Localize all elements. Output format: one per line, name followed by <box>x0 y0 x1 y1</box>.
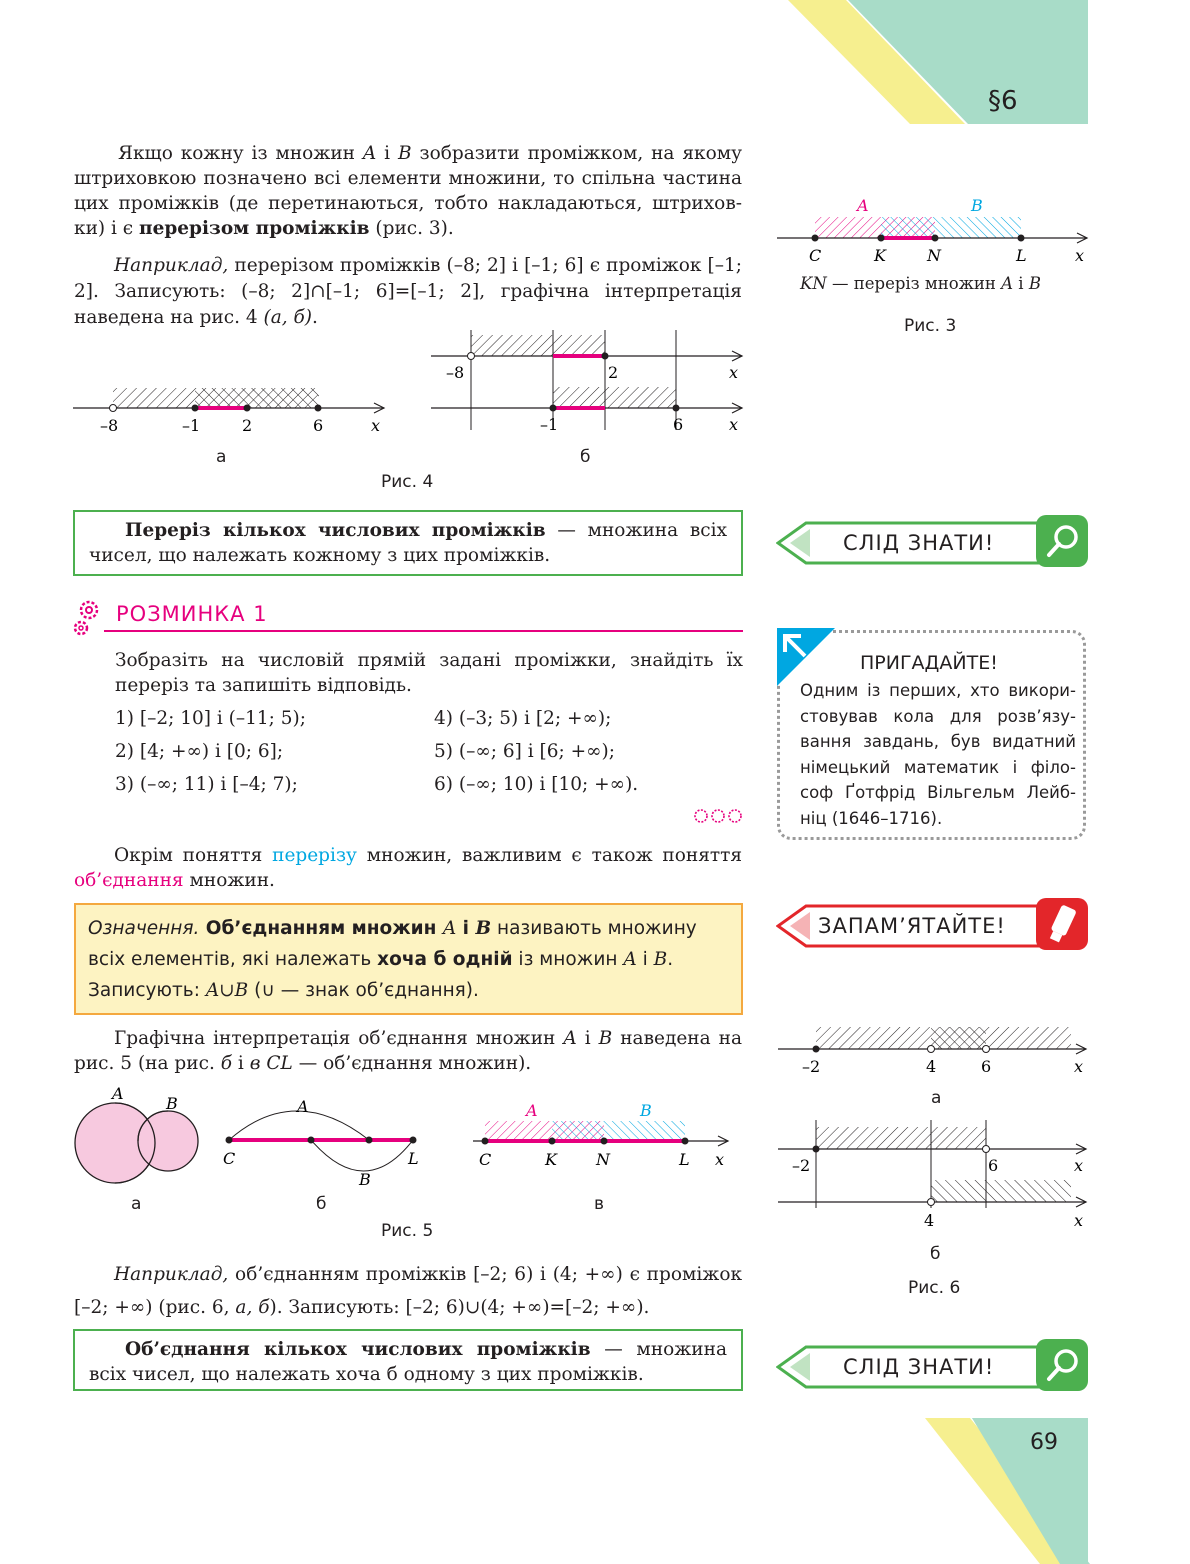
fig6a-tick-4: 4 <box>926 1057 937 1076</box>
figure-4a <box>70 385 390 440</box>
fig4a-tick-minus8: –8 <box>100 416 119 435</box>
fig3-set-B-hatch <box>881 217 1021 238</box>
fig5v-axis-x: x <box>715 1150 725 1169</box>
fig6b-axis-x-top: x <box>1074 1156 1084 1175</box>
fig4b-hatch-top <box>471 335 605 356</box>
fig5b-label-A: A <box>297 1097 309 1116</box>
fig6a-sublabel: а <box>931 1088 942 1108</box>
fig6b-point-4 <box>928 1199 935 1206</box>
know-banner-2-label: СЛІД ЗНАТИ! <box>843 1355 995 1379</box>
warmup-item-4: 4) (–3; 5) і [2; +∞); <box>434 708 612 729</box>
fig5v-sublabel: в <box>594 1194 605 1214</box>
figure-5v <box>470 1098 735 1173</box>
fig6b-point-minus2 <box>813 1146 820 1153</box>
warmup-end-gears-icon <box>692 806 744 826</box>
fig3-title: Рис. 3 <box>904 316 957 336</box>
fig6a-axis-x: x <box>1074 1057 1084 1076</box>
fig3-tick-N: N <box>927 246 941 265</box>
fig4a-tick-minus1: –1 <box>182 416 201 435</box>
fig3-point-K <box>878 235 885 242</box>
fig6b-sublabel: б <box>930 1244 941 1264</box>
fig4b-tick-2: 2 <box>608 363 619 382</box>
fig4a-axis-x: x <box>371 416 381 435</box>
fig4a-point-6 <box>315 405 322 412</box>
fig4a-sublabel: а <box>216 447 227 467</box>
fig5a-sublabel: а <box>131 1194 142 1214</box>
fig4a-point-minus8 <box>110 405 117 412</box>
warmup-rule <box>104 630 743 632</box>
gear-icon <box>72 598 102 640</box>
fig6b-point-6 <box>983 1146 990 1153</box>
fig4b-tick-minus1: –1 <box>540 415 559 434</box>
fig3-tick-L: L <box>1016 246 1027 265</box>
warmup-title: РОЗМИНКА 1 <box>116 602 268 626</box>
fig3-point-N <box>932 235 939 242</box>
fig4a-hatch-2 <box>195 388 319 408</box>
fig5v-tick-C: C <box>479 1150 492 1169</box>
remember-banner-label: ЗАПАМ’ЯТАЙТЕ! <box>818 914 1006 938</box>
fig6a-point-minus2 <box>813 1046 820 1053</box>
fig6a-point-4 <box>928 1046 935 1053</box>
recall-text: Одним із перших, хто використовував кола для розв’язування завдань, був видатний німецький математик і філософ Ґотфрід Вільгельм Лейбніц (1646–1716). <box>800 681 1076 828</box>
figure-6b <box>776 1120 1091 1232</box>
fig6b-tick-minus2: –2 <box>792 1156 811 1175</box>
warmup-item-2: 2) [4; +∞) і [0; 6]; <box>115 741 284 762</box>
fig5v-tick-L: L <box>679 1150 690 1169</box>
fig5b-label-L: L <box>408 1149 419 1168</box>
fig5a-label-A: A <box>112 1084 124 1103</box>
warmup-item-3: 3) (–∞; 11) і [–4; 7); <box>115 774 298 795</box>
fig4a-point-2 <box>244 405 251 412</box>
definition-union: Означення. Об’єднанням множин A і B називають множину всіх елементів, які належать хоча б одній із множин A і B. Записують: A∪B (∪ — знак об’єднання). <box>74 903 743 1015</box>
warmup-task: Зобразіть на числовій прямій задані проміжки, знайдіть їх переріз та запишіть відповідь. <box>115 650 743 696</box>
fig3-point-L <box>1018 235 1025 242</box>
fig6b-tick-6: 6 <box>988 1156 999 1175</box>
fig6-title: Рис. 6 <box>908 1278 961 1298</box>
fig5-title: Рис. 5 <box>381 1221 434 1241</box>
fig4b-hatch-bottom <box>553 387 676 408</box>
know-banner-1-label: СЛІД ЗНАТИ! <box>843 531 995 555</box>
fig4b-axis-x-top: x <box>729 363 739 382</box>
section-number: §6 <box>988 86 1018 116</box>
fig6a-tick-minus2: –2 <box>802 1057 821 1076</box>
fig3-label-B: B <box>971 196 983 215</box>
fig4b-point-2 <box>602 353 609 360</box>
fig3-point-C <box>812 235 819 242</box>
header-decoration <box>760 0 1190 130</box>
fig3-caption: KN — переріз множин A і B <box>800 274 1041 293</box>
fig5v-tick-K: K <box>545 1150 557 1169</box>
warmup-item-1: 1) [–2; 10] і (–11; 5); <box>115 708 306 729</box>
fig5b-label-C: C <box>223 1149 236 1168</box>
figure-3 <box>775 195 1095 270</box>
paragraph-union-graphic: Графічна інтерпретація об’єднання множин A і B наведена на рис. 5 (на рис. б і в CL — об’єднання множин). <box>74 1028 742 1074</box>
definition-box-intersection: Переріз кількох числових проміжків — множина всіх чисел, що належать кожному з цих проміжків. <box>73 510 743 576</box>
definition-box-union: Об’єднання кількох числових проміжків — множина всіх чисел, що належать хоча б одному з цих проміжків. <box>73 1329 743 1391</box>
fig5v-tick-N: N <box>596 1150 610 1169</box>
fig5v-label-A: A <box>526 1101 538 1120</box>
fig4b-axis-x-bottom: x <box>729 415 739 434</box>
fig3-tick-C: C <box>809 246 822 265</box>
warmup-item-5: 5) (–∞; 6] і [6; +∞); <box>434 741 615 762</box>
figure-5a <box>70 1080 210 1195</box>
fig4-title: Рис. 4 <box>381 472 434 492</box>
fig4b-tick-6: 6 <box>673 415 684 434</box>
recall-title: ПРИГАДАЙТЕ! <box>860 652 998 674</box>
fig6a-tick-6: 6 <box>981 1057 992 1076</box>
fig5b-label-B: B <box>359 1170 371 1189</box>
fig3-tick-K: K <box>874 246 886 265</box>
fig4b-point-minus8 <box>468 353 475 360</box>
warmup-item-6: 6) (–∞; 10) і [10; +∞). <box>434 774 639 795</box>
fig4b-point-minus1 <box>550 405 557 412</box>
paragraph-intersection-intro: Якщо кожну із множин A і B зобразити проміжком, на якому штриховкою позначено всі елементи множини, то спільна частина цих проміжків (де перетинаються, тобто накладаються, штриховки) і є перерізом проміжків (рис. 3). <box>74 143 743 239</box>
figure-6a <box>776 1022 1091 1080</box>
fig6b-tick-4: 4 <box>924 1211 935 1230</box>
fig5a-label-B: B <box>166 1094 178 1113</box>
fig4a-point-minus1 <box>192 405 199 412</box>
paragraph-example-intersection: Наприклад, перерізом проміжків (–8; 2] і [–1; 6] є проміжок [–1; 2]. Записують: (–8; 2]∩[–1; 6]=[–1; 2], графічна інтерпретація наведена на рис. 4 (а, б). <box>74 255 743 328</box>
fig6a-point-6 <box>983 1046 990 1053</box>
page-number: 69 <box>1030 1430 1058 1455</box>
fig5v-label-B: B <box>640 1101 652 1120</box>
fig4a-tick-6: 6 <box>313 416 324 435</box>
fig3-axis-x: x <box>1075 246 1085 265</box>
fig4b-tick-minus8: –8 <box>446 363 465 382</box>
paragraph-union-intro: Окрім поняття перерізу множин, важливим є також поняття об’єднання множин. <box>74 845 742 891</box>
fig6b-axis-x-bottom: x <box>1074 1211 1084 1230</box>
figure-5b <box>215 1092 430 1192</box>
figure-4b <box>428 330 748 440</box>
fig4b-point-6 <box>673 405 680 412</box>
fig4b-sublabel: б <box>580 447 591 467</box>
fig4a-tick-2: 2 <box>242 416 253 435</box>
fig5b-sublabel: б <box>316 1194 327 1214</box>
fig3-label-A: A <box>857 196 869 215</box>
paragraph-example-union: Наприклад, об’єднанням проміжків [–2; 6) і (4; +∞) є проміжок [–2; +∞) (рис. 6, а, б). Записують: [–2; 6)∪(4; +∞)=[–2; +∞). <box>74 1264 743 1318</box>
